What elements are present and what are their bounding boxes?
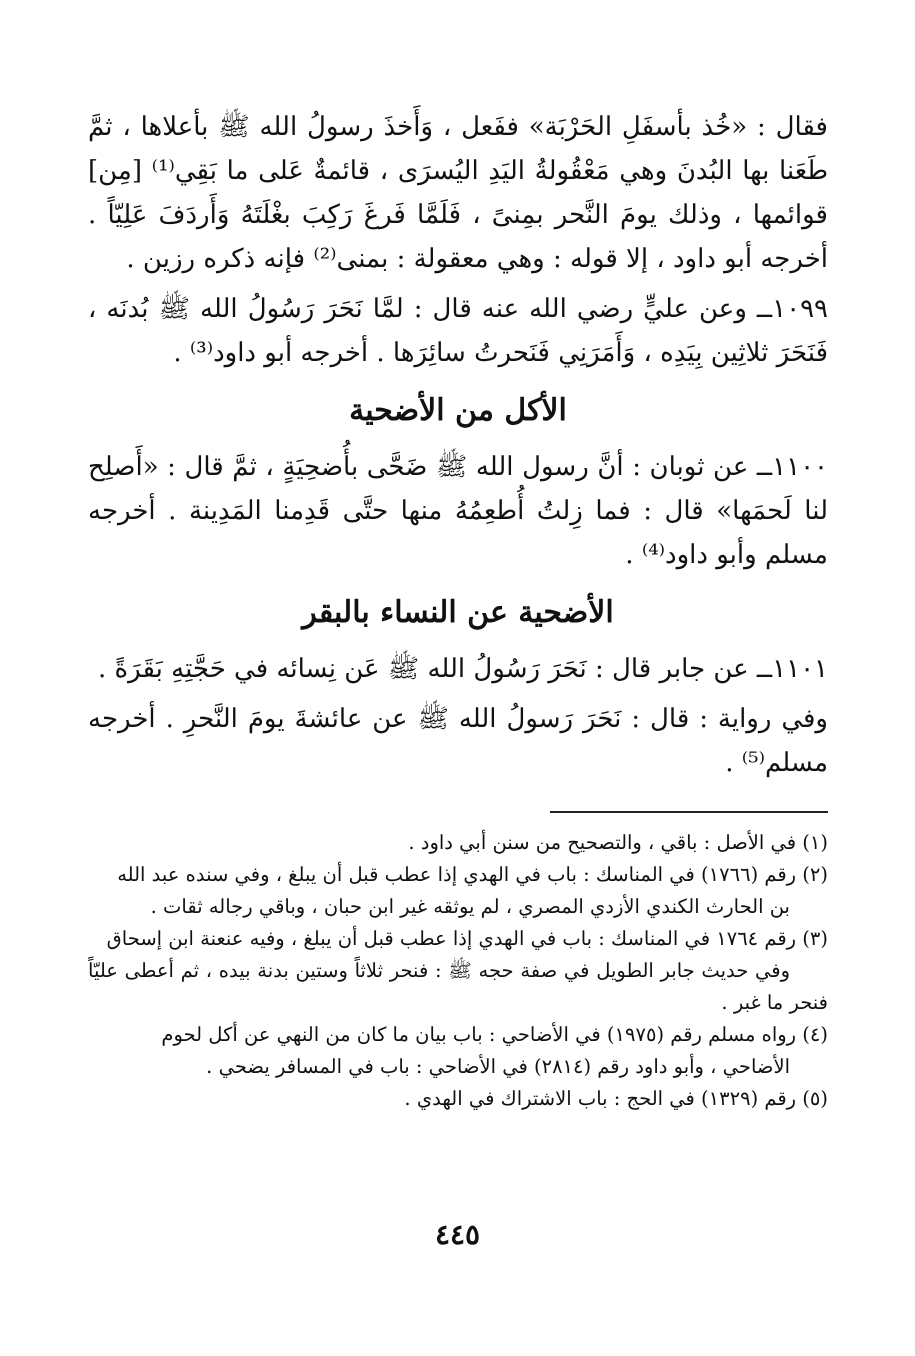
paragraph-hadith-1100: ١١٠٠ــ عن ثوبان : أنَّ رسول الله ﷺ ضَحَّى بأُضحِيَةٍ ، ثمَّ قال : «أَصلِح لنا لَحمَها» قال : فما زِلتُ أُطعِمُهُ منها حتَّى قَدِمنا المَدِينة . أخرجه مسلم وأبو داود⁽⁴⁾ . (88, 452, 828, 570)
paragraph-continuation: فقال : «خُذ بأسفَلِ الحَرْبَة» ففَعل ، وَأَخذَ رسولُ الله ﷺ بأعلاها ، ثمَّ طَعَنا بها البُدنَ وهي مَعْقُولةُ اليَدِ اليُسرَى ، قائمةٌ عَلى ما بَقِي⁽¹⁾ [مِن] قوائمها ، وذلك يومَ النَّحر بمِنىً ، فَلَمَّا فَرغَ رَكِبَ بغْلَتَهُ وَأَردَفَ عَلِيّاً . أخرجه أبو داود ، إلا قوله : وهي معقولة : بمنى⁽²⁾ فإنه ذكره رزين . (88, 112, 829, 274)
footnote-5 (88, 1083, 828, 1115)
footnotes (88, 827, 828, 1115)
section-heading-eating-sacrifice: الأكل من الأضحية (349, 393, 567, 428)
footnote-text: (٥) رقم (١٣٢٩) في الحج : باب الاشتراك في الهدي . (404, 1087, 828, 1110)
paragraph-hadith-1099: ١٠٩٩ــ وعن عليٍّ رضي الله عنه قال : لمَّا نَحَرَ رَسُولُ الله ﷺ بُدنَه ، فَنَحَرَ ثلاثِين بِيَدِه ، وَأَمَرَنِي فَنَحرتُ سائِرَها . أخرجه أبو داود⁽³⁾ . (88, 294, 828, 368)
footnote-2 (88, 859, 828, 923)
footnote-divider (550, 811, 828, 813)
footnote-text: (١) في الأصل : باقي ، والتصحيح من سنن أبي داود . (408, 831, 828, 854)
footnote-text: (٣) رقم ١٧٦٤ في المناسك : باب في الهدي إذا عطب قبل أن يبلغ ، وفيه عنعنة ابن إسحاق (106, 927, 828, 950)
footnote-continuation: الأضاحي ، وأبو داود رقم (٢٨١٤) في الأضاحي : باب في المسافر يضحي . (206, 1055, 790, 1078)
paragraph-hadith-1101: ١١٠١ــ عن جابر قال : نَحَرَ رَسُولُ الله ﷺ عَن نِسائه في حَجَّتِهِ بَقَرَةً . (97, 654, 828, 684)
footnote-text: (٢) رقم (١٧٦٦) في المناسك : باب في الهدي إذا عطب قبل أن يبلغ ، وفي سنده عبد الله (117, 863, 828, 886)
page-number: ٤٤٥ (434, 1218, 481, 1251)
footnote-text: (٤) رواه مسلم رقم (١٩٧٥) في الأضاحي : باب بيان ما كان من النهي عن أكل لحوم (161, 1023, 828, 1046)
footnote-4 (88, 1019, 828, 1083)
footnote-continuation: وفي حديث جابر الطويل في صفة حجه ﷺ : فنحر ثلاثاً وستين بدنة بيده ، ثم أعطى عليّاً فنحر ما غبر . (88, 959, 828, 1014)
footnote-1 (88, 827, 828, 859)
section-heading-sacrifice-for-women: الأضحية عن النساء بالبقر (302, 595, 614, 630)
document-page (88, 105, 828, 1115)
paragraph-riwaya: وفي رواية : قال : نَحَرَ رَسولُ الله ﷺ عن عائشةَ يومَ النَّحرِ . أخرجه مسلم⁽⁵⁾ . (88, 704, 828, 778)
footnote-3 (88, 923, 828, 1019)
footnote-continuation: بن الحارث الكندي الأزدي المصري ، لم يوثقه غير ابن حبان ، وباقي رجاله ثقات . (150, 895, 790, 918)
